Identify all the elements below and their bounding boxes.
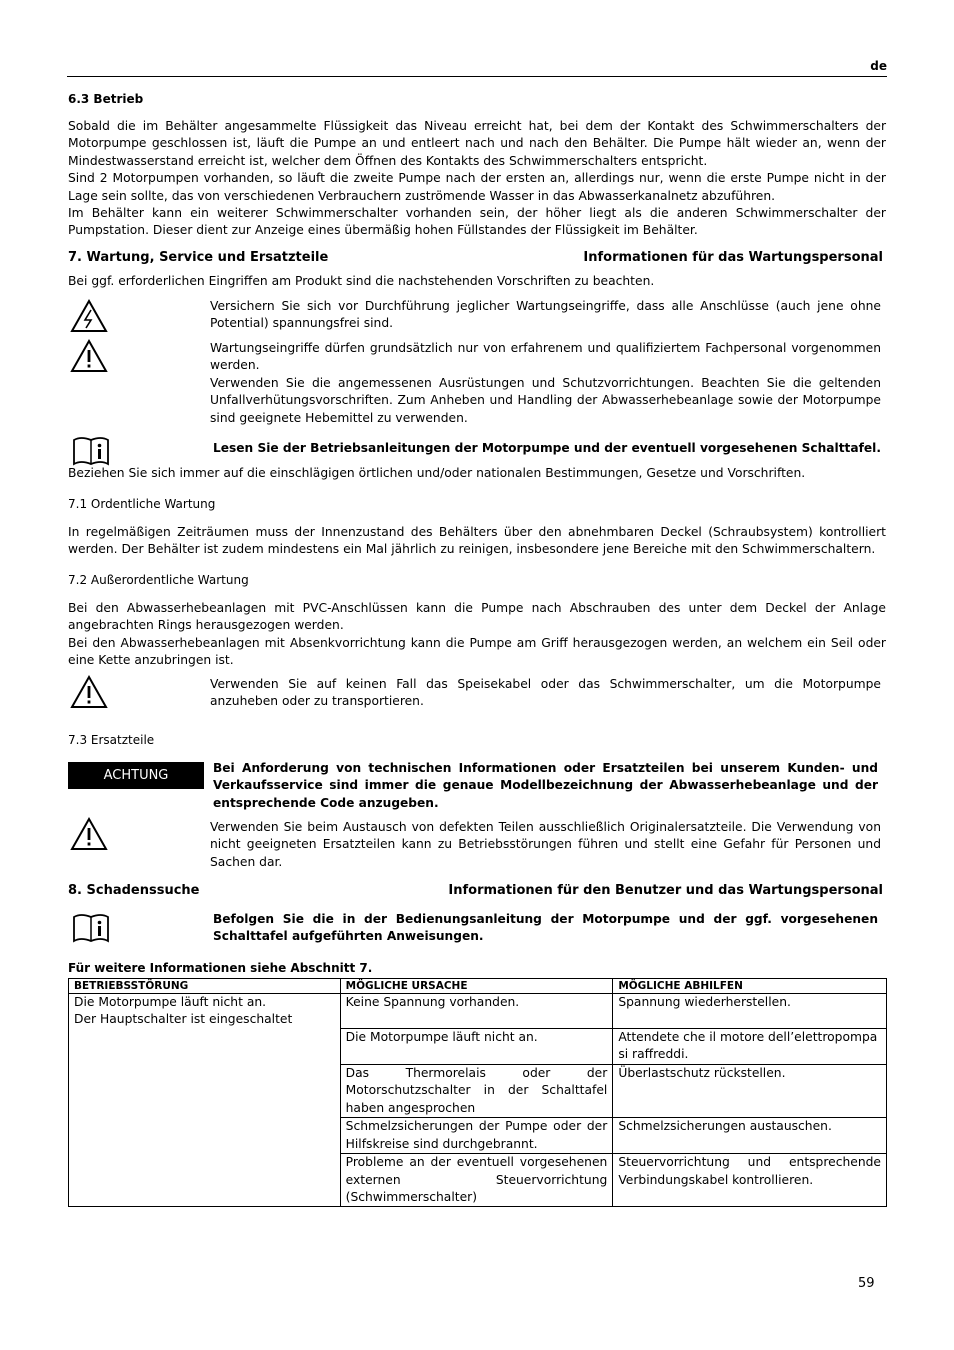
remedy-cell: Steuervorrichtung und entsprechende Verbindungskabel kontrollieren. (613, 1154, 887, 1207)
warning-text-spare-parts: Verwenden Sie beim Austausch von defekten Teilen ausschließlich Originalersatzteile. Die Verwendung von nicht geeigneten Ersatzteilen kann zu Betriebsstörungen führen und stellt eine Gefahr für Personen und Sachen dar. (210, 820, 881, 869)
header-rule (67, 76, 887, 77)
cause-cell: Die Motorpumpe läuft nicht an. (340, 1029, 613, 1065)
warning-icon (69, 816, 109, 852)
paragraph: Bei den Abwasserhebeanlagen mit Absenkvorrichtung kann die Pumpe am Griff herausgezogen werden, an welchem ein Seil oder eine Kette anzubringen ist. (68, 635, 886, 668)
warning-text-cable: Verwenden Sie auf keinen Fall das Speisekabel oder das Schwimmerschalter, um die Motorpumpe anzuheben oder zu transportieren. (210, 677, 881, 709)
section-reference: Für weitere Informationen siehe Abschnitt 7. (68, 961, 373, 975)
cause-cell: Schmelzsicherungen der Pumpe oder der Hilfskreise sind durchgebrannt. (340, 1118, 613, 1154)
cause-cell: Keine Spannung vorhanden. (340, 994, 613, 1029)
table-header-row (69, 979, 887, 994)
regulations-text: Beziehen Sie sich immer auf die einschlägigen örtlichen und/oder nationalen Bestimmungen, Gesetze und Vorschriften. (68, 466, 806, 480)
remedy-cell: Schmelzsicherungen austauschen. (613, 1118, 887, 1154)
section-7-audience: Informationen für das Wartungspersonal (583, 250, 883, 265)
paragraph: Im Behälter kann ein weiterer Schwimmerschalter vorhanden sein, der höher liegt als die anderen Schwimmerschalter der Pumpstation. Dieser dient zur Anzeige eines übermäßig hohen Füllstandes der Flüssigkeit im Behälter. (68, 206, 886, 238)
table-row (69, 994, 887, 1029)
warning-text-personnel (210, 340, 881, 427)
section-8-title: 8. Schadenssuche (68, 883, 200, 898)
remedy-cell: Attendete che il motore dell’elettropompa si raffreddi. (613, 1029, 887, 1065)
section-7-2-title: 7.2 Außerordentliche Wartung (68, 573, 249, 587)
section-6-3-body (68, 118, 886, 240)
warning-icon (69, 674, 109, 710)
achtung-text: Bei Anforderung von technischen Informationen oder Ersatzteilen bei unserem Kunden- und Verkaufsservice sind immer die genaue Modellbezeichnung der Abwasserhebeanlage und der entsprechende Code anzugeben. (213, 761, 878, 810)
section-7-title: 7. Wartung, Service und Ersatzteile (68, 250, 329, 265)
manual-info-icon (71, 911, 111, 947)
paragraph: Bei den Abwasserhebeanlagen mit PVC-Anschlüssen kann die Pumpe nach Abschrauben des unter dem Deckel der Anlage angebrachten Rings herausgezogen werden. (68, 601, 886, 633)
column-header: MÖGLICHE URSACHE (340, 979, 613, 994)
remedy-cell: Spannung wiederherstellen. (613, 994, 887, 1029)
paragraph: Wartungseingriffe dürfen grundsätzlich nur von erfahrenem und qualifiziertem Fachpersonal vorgenommen werden. (210, 341, 881, 373)
section-7-1-title: 7.1 Ordentliche Wartung (68, 497, 216, 511)
section-7-2-body (68, 600, 886, 670)
warning-icon (69, 338, 109, 374)
info-text-manuals: Lesen Sie der Betriebsanleitungen der Motorpumpe und der eventuell vorgesehenen Schalttafel. (213, 441, 881, 455)
cause-cell: Das Thermorelais oder der Motorschutzschalter in der Schalttafel haben angesprochen (340, 1065, 613, 1118)
paragraph: Verwenden Sie die angemessenen Ausrüstungen und Schutzvorrichtungen. Beachten Sie die geltenden Unfallverhütungsvorschriften. Zum Anheben und Handling der Abwasserhebeanlage sowie der Motorpumpe sind geeignete Hebemittel zu verwenden. (210, 375, 881, 425)
warning-text-voltage: Versichern Sie sich vor Durchführung jeglicher Wartungseingriffe, dass alle Anschlüsse (auch jene ohne Potential) spannungsfrei sind. (210, 299, 881, 331)
paragraph: Sind 2 Motorpumpen vorhanden, so läuft die zweite Pumpe nach der ersten an, allerdings nur, wenn die erste Pumpe nicht in der Lage sein sollte, das von verschiedenen Verbrauchern zuströmende Wasser in das Abwasserkanalnetz abzuführen. (68, 171, 886, 203)
section-7-intro: Bei ggf. erforderlichen Eingriffen am Produkt sind die nachstehenden Vorschriften zu beachten. (68, 274, 655, 288)
troubleshooting-table (68, 978, 887, 1207)
section-7-3-title: 7.3 Ersatzteile (68, 733, 155, 747)
section-7-1-body: In regelmäßigen Zeiträumen muss der Innenzustand des Behälters über den abnehmbaren Deckel (Schraubsystem) kontrolliert werden. Der Behälter ist zudem mindestens ein Mal jährlich zu reinigen, insbesondere jene Bereiche mit den Schwimmerschaltern. (68, 525, 886, 557)
electric-hazard-icon (69, 298, 109, 334)
page-number: 59 (858, 1276, 875, 1291)
info-text-instructions: Befolgen Sie die in der Bedienungsanleitung der Motorpumpe und der ggf. vorgesehenen Schalttafel aufgeführten Anweisungen. (213, 912, 878, 944)
achtung-badge: ACHTUNG (68, 762, 204, 789)
fault-line: Der Hauptschalter ist eingeschaltet (74, 1012, 293, 1027)
language-code: de (870, 59, 887, 73)
fault-line: Die Motorpumpe läuft nicht an. (74, 995, 267, 1009)
column-header: BETRIEBSSTÖRUNG (69, 979, 341, 994)
column-header: MÖGLICHE ABHILFEN (613, 979, 887, 994)
section-6-3-title: 6.3 Betrieb (68, 92, 144, 106)
section-8-audience: Informationen für den Benutzer und das Wartungspersonal (448, 883, 883, 898)
paragraph: Sobald die im Behälter angesammelte Flüssigkeit das Niveau erreicht hat, bei dem der Kontakt des Schwimmerschalters der Motorpumpe geschlossen ist, läuft die Pumpe an und entleert nach und nach den Behälter. Die Pumpe hält wieder an, wenn der Mindestwasserstand erreicht ist, welcher dem Öffnen des Kontakts des Schwimmerschalters entspricht. (68, 119, 886, 168)
remedy-cell: Überlastschutz rückstellen. (613, 1065, 887, 1118)
cause-cell: Probleme an der eventuell vorgesehenen externen Steuervorrichtung (Schwimmerschalter) (340, 1154, 613, 1207)
fault-cell (69, 994, 341, 1207)
